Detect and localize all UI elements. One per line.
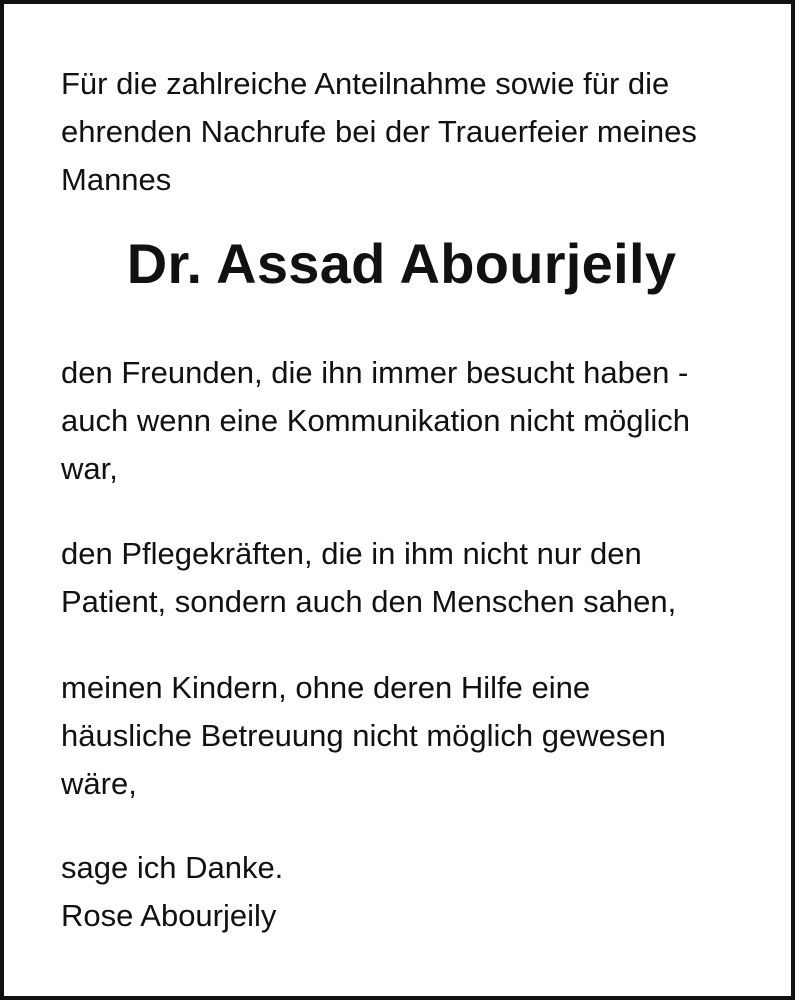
paragraph-line: auch wenn eine Kommunikation nicht möglich bbox=[61, 403, 690, 438]
paragraph-line: wäre, bbox=[61, 766, 137, 801]
paragraph-line: war, bbox=[61, 451, 118, 486]
closing-signature bbox=[61, 844, 781, 940]
intro-text bbox=[61, 60, 761, 204]
thanks-paragraph-children bbox=[61, 664, 781, 808]
thanks-paragraph-friends bbox=[61, 349, 781, 493]
intro-line: ehrenden Nachrufe bei der Trauerfeier meines bbox=[61, 114, 697, 149]
intro-line: Für die zahlreiche Anteilnahme sowie für die bbox=[61, 66, 670, 101]
thanks-paragraph-caregivers bbox=[61, 530, 781, 626]
intro-line: Mannes bbox=[61, 162, 172, 197]
signature-name: Rose Abourjeily bbox=[61, 898, 277, 933]
paragraph-line: häusliche Betreuung nicht möglich gewesen bbox=[61, 718, 666, 753]
deceased-name-heading: Dr. Assad Abourjeily bbox=[126, 232, 677, 295]
paragraph-line: Patient, sondern auch den Menschen sahen, bbox=[61, 584, 677, 619]
paragraph-line: meinen Kindern, ohne deren Hilfe eine bbox=[61, 670, 591, 705]
closing-line: sage ich Danke. bbox=[61, 850, 284, 885]
paragraph-line: den Pflegekräften, die in ihm nicht nur den bbox=[61, 536, 642, 571]
paragraph-line: den Freunden, die ihn immer besucht haben - bbox=[61, 355, 689, 390]
